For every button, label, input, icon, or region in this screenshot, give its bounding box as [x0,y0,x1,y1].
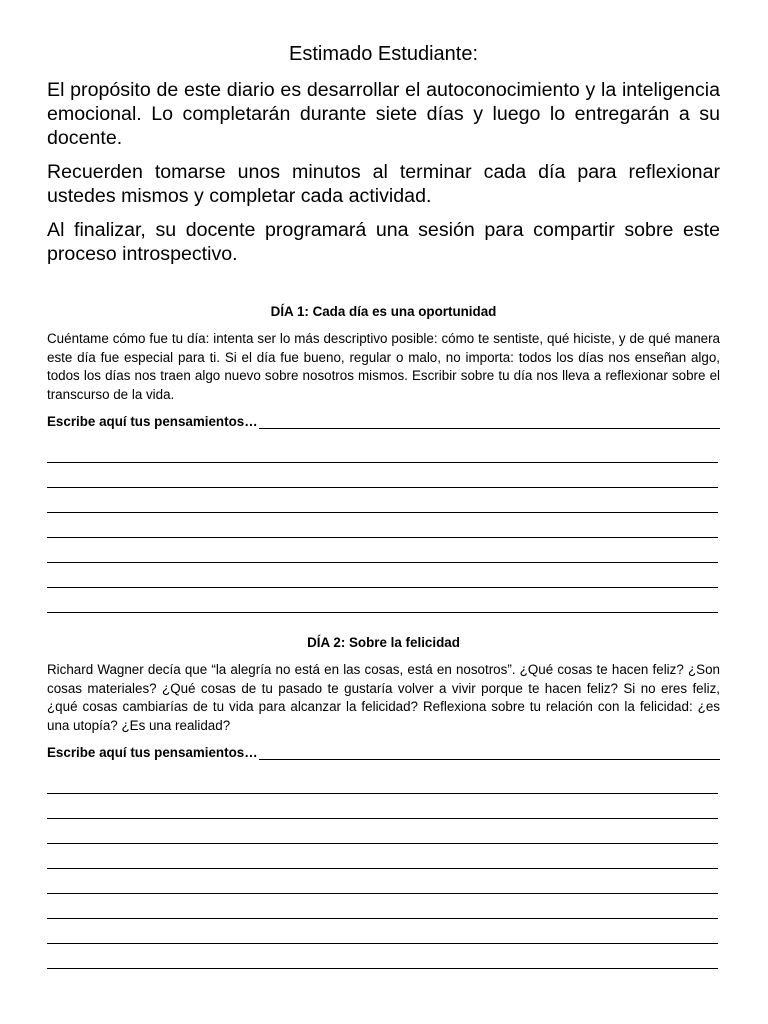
day-1-writing-line[interactable] [47,462,718,463]
intro-paragraph-reflection: Recuerden tomarse unos minutos al terminar cada día para reflexionar ustedes mismos y completar cada actividad. [47,161,720,207]
day-1-writing-line[interactable] [47,512,718,513]
day-2-title: DÍA 2: Sobre la felicidad [307,635,460,650]
day-2-prompt-label: Escribe aquí tus pensamientos… [47,745,258,760]
day-2-answer-line[interactable] [259,756,720,760]
day-2-section [47,634,720,761]
day-1-prompt-row [47,410,720,430]
day-2-writing-line[interactable] [47,943,718,944]
day-2-instructions: Richard Wagner decía que “la alegría no está en las cosas, está en nosotros”. ¿Qué cosas te hacen feliz? ¿Son cosas materiales? ¿Qué cosas de tu pasado te gustaría volver a vivir porque te hacen feliz? Si no eres feliz, ¿qué cosas cambiarías de tu vida para alcanzar la felicidad? Reflexiona sobre tu relación con la felicidad: ¿es una utopía? ¿Es una realidad? [47,662,720,733]
day-1-writing-line[interactable] [47,487,718,488]
day-2-writing-line[interactable] [47,918,718,919]
day-2-writing-line[interactable] [47,968,718,969]
day-2-writing-line[interactable] [47,818,718,819]
day-1-writing-line[interactable] [47,612,718,613]
day-1-writing-line[interactable] [47,587,718,588]
day-1-prompt-label: Escribe aquí tus pensamientos… [47,414,258,429]
day-2-writing-line[interactable] [47,843,718,844]
day-1-writing-line[interactable] [47,562,718,563]
intro-paragraph-session: Al finalizar, su docente programará una sesión para compartir sobre este proceso introspectivo. [47,219,720,265]
day-1-instructions: Cuéntame cómo fue tu día: intenta ser lo más descriptivo posible: cómo te sentiste, qué hiciste, y de qué manera este día fue especial para ti. Si el día fue bueno, regular o malo, no importa: todos los días nos enseñan algo, todos los días nos traen algo nuevo sobre nosotros mismos. Escribir sobre tu día nos lleva a reflexionar sobre el transcurso de la vida. [47,331,720,402]
greeting-heading: Estimado Estudiante: [289,43,478,65]
day-1-answer-line[interactable] [259,425,720,429]
day-2-writing-line[interactable] [47,868,718,869]
intro-paragraph-purpose: El propósito de este diario es desarrollar el autoconocimiento y la inteligencia emocional. Lo completarán durante siete días y luego lo entregarán a su docente. [47,79,720,149]
day-2-writing-line[interactable] [47,793,718,794]
day-1-title: DÍA 1: Cada día es una oportunidad [270,304,497,319]
day-1-writing-line[interactable] [47,537,718,538]
day-1-section [47,303,720,430]
day-2-writing-line[interactable] [47,893,718,894]
day-2-prompt-row [47,741,720,761]
